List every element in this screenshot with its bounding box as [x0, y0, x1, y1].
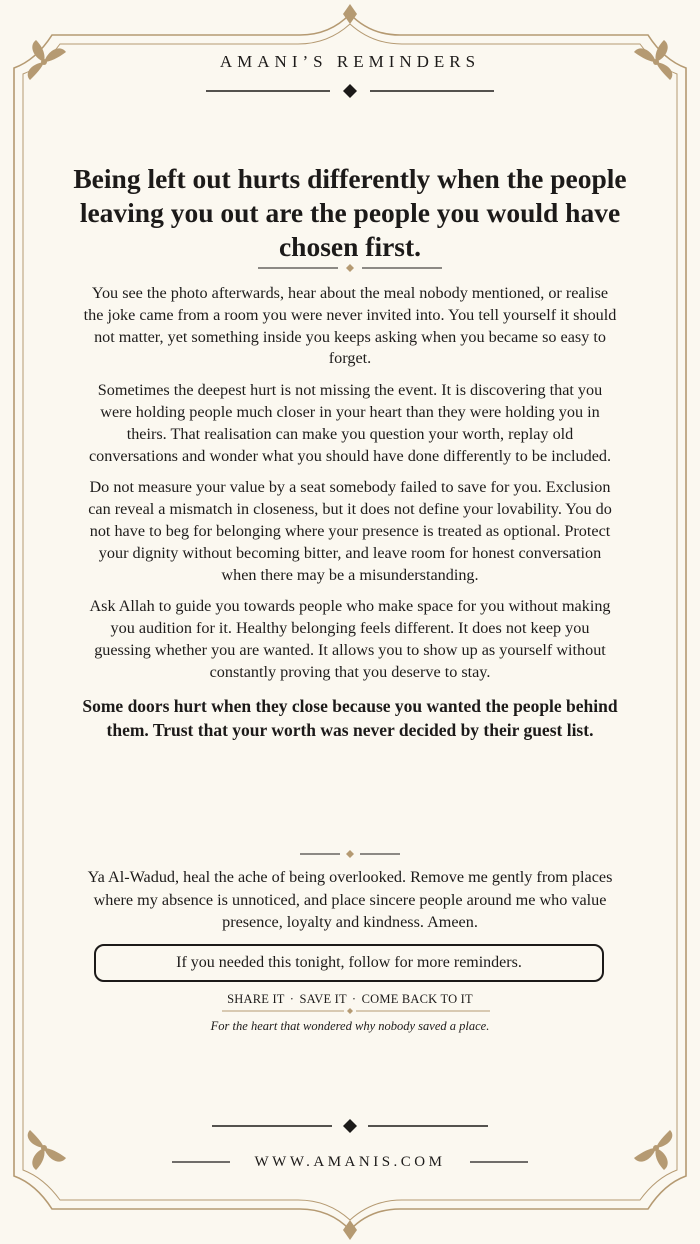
emphasis-quote: Some doors hurt when they close because you wanted the people behind them. Trust that your worth was never decided by their guest list.: [82, 695, 618, 740]
separator: ·: [351, 992, 357, 1006]
paragraph: Do not measure your value by a seat somebody failed to save for you. Exclusion can reveal a mismatch in closeness, but it does not define your lovability. You do not have to beg for belonging where your presence is treated as optional. Protect your dignity without becoming bitter, and leave room for honest conversation when there may be a misunderstanding.: [88, 478, 612, 584]
action-links: [0, 992, 700, 1007]
separator: ·: [289, 992, 295, 1006]
save-link[interactable]: SAVE IT: [299, 992, 347, 1006]
headline: Being left out hurts differently when the people leaving you out are the people you would have chosen first.: [73, 163, 627, 262]
paragraph: You see the photo afterwards, hear about the meal nobody mentioned, or realise the joke came from a room you were never invited into. You tell yourself it should not matter, yet something inside you keeps asking when you became so easy to forget.: [83, 284, 617, 368]
body-text: [82, 283, 618, 742]
brand-title: AMANI’S REMINDERS: [219, 52, 481, 71]
paragraph: Sometimes the deepest hurt is not missing the event. It is discovering that you were holding people much closer in your heart than they were holding you in theirs. That realisation can make you question your worth, replay old conversations and wonder what you should have done differently to be included.: [88, 381, 612, 465]
come-back-link[interactable]: COME BACK TO IT: [361, 992, 473, 1006]
follow-cta-button[interactable]: If you needed this tonight, follow for more reminders.: [94, 944, 604, 982]
prayer-text: Ya Al-Wadud, heal the ache of being overlooked. Remove me gently from places where my absence is unnoticed, and place sincere people around me who value presence, loyalty and kindness. Ameen.: [87, 868, 613, 931]
website-link[interactable]: WWW.AMANIS.COM: [254, 1154, 446, 1170]
share-link[interactable]: SHARE IT: [227, 992, 285, 1006]
paragraph: Ask Allah to guide you towards people who make space for you without making you audition for it. Healthy belonging feels different. It does not keep you guessing whether you are wanted. It allows you to show up as yourself without constantly proving that you deserve to stay.: [89, 597, 611, 681]
tagline: For the heart that wondered why nobody saved a place.: [210, 1019, 490, 1033]
